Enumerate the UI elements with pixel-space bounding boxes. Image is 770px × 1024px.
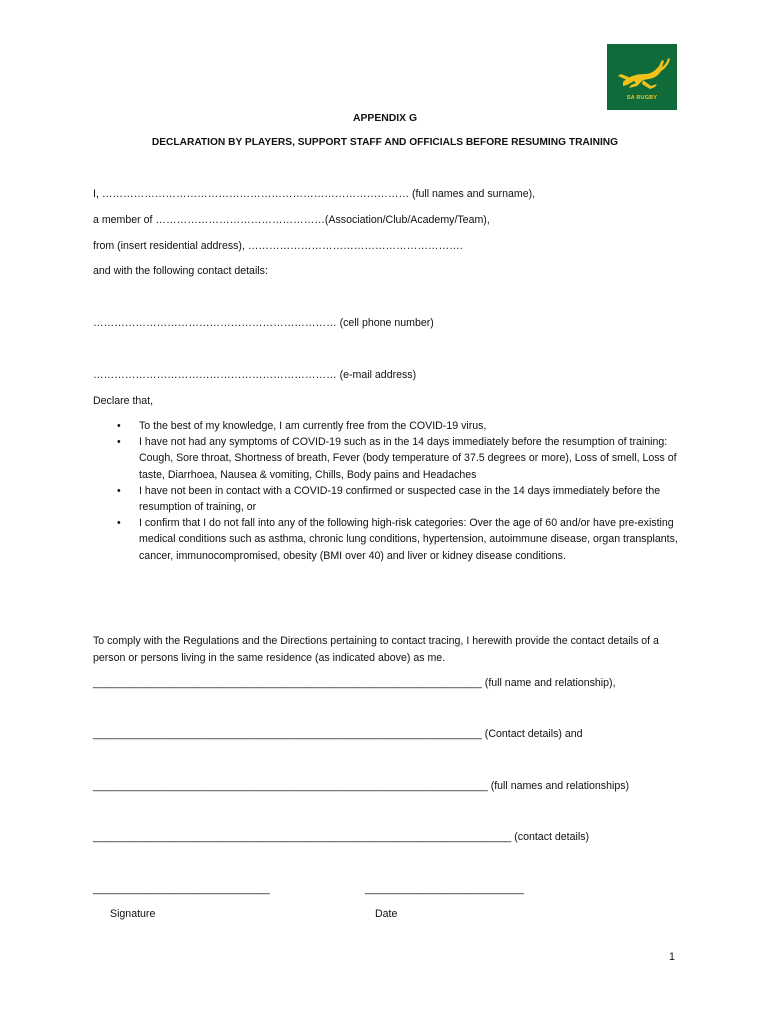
declaration-text: I confirm that I do not fall into any of the following high-risk categories: Over the age of 60 and/or have pre-existing medical conditions such as asthma, chronic lung conditions, hypertension, autoimmune disease, organ transplants, cancer, immunocompromised, obesity (BMI over 40) and liver or kidney disease conditions.	[139, 517, 678, 562]
declaration-list	[93, 418, 683, 564]
signature-label: Signature	[110, 908, 156, 920]
logo-text: SA RUGBY	[626, 94, 658, 101]
email-field[interactable]: …………………………………………………………… (e-mail address)	[93, 369, 417, 381]
declaration-text: To the best of my knowledge, I am currently free from the COVID-19 virus,	[139, 420, 487, 432]
declare-label: Declare that,	[93, 395, 154, 407]
appendix-heading: APPENDIX G	[352, 113, 418, 124]
declaration-text: I have not been in contact with a COVID-19 confirmed or suspected case in the 14 days immediately before the resumption of training, or	[139, 484, 661, 514]
bullet-icon: •	[117, 420, 121, 432]
page-number: 1	[669, 951, 675, 963]
contact-intro: and with the following contact details:	[93, 265, 268, 277]
sa-rugby-logo	[607, 44, 677, 110]
bullet-icon: •	[117, 484, 121, 497]
list-item	[93, 434, 683, 483]
declaration-text: I have not had any symptoms of COVID-19 such as in the 14 days immediately before the resumption of training: Cough, Sore throat, Shortness of breath, Fever (body temperature of 37.5 degrees or more), Loss of smell, Loss of taste, Diarrhoea, Nausea & vomiting, Chills, Body pains and Headaches	[139, 436, 677, 481]
contact-details-field[interactable]: __________________________________________________________________ (Contact details) and	[93, 728, 583, 740]
list-item	[93, 418, 683, 434]
contact-name-field[interactable]: __________________________________________________________________ (full name and relationship),	[93, 677, 616, 689]
date-field[interactable]: ___________________________	[365, 883, 525, 895]
contact-tracing-paragraph: To comply with the Regulations and the Directions pertaining to contact tracing, I herewith provide the contact details of a person or persons living in the same residence (as indicated above) as me.	[93, 635, 659, 664]
date-label: Date	[375, 908, 398, 920]
document-title: DECLARATION BY PLAYERS, SUPPORT STAFF AND OFFICIALS BEFORE RESUMING TRAINING	[151, 137, 619, 148]
address-field[interactable]: from (insert residential address), …………………………………………………….	[93, 240, 463, 252]
contact-details-field-2[interactable]: _______________________________________________________________________ (contact details)	[93, 831, 590, 843]
membership-field[interactable]: a member of …………………………………………(Association/Club/Academy/Team),	[93, 214, 490, 226]
signature-field[interactable]: ______________________________	[93, 883, 270, 895]
contact-names-relationships-field[interactable]: ___________________________________________________________________ (full names and relationships)	[93, 780, 630, 792]
list-item	[93, 515, 683, 564]
full-name-field[interactable]: I, …………………………………………………………………………… (full names and surname),	[93, 188, 536, 200]
list-item	[93, 483, 683, 515]
cell-phone-field[interactable]: …………………………………………………………… (cell phone number)	[93, 317, 434, 329]
bullet-icon: •	[117, 517, 121, 530]
bullet-icon: •	[117, 436, 121, 449]
